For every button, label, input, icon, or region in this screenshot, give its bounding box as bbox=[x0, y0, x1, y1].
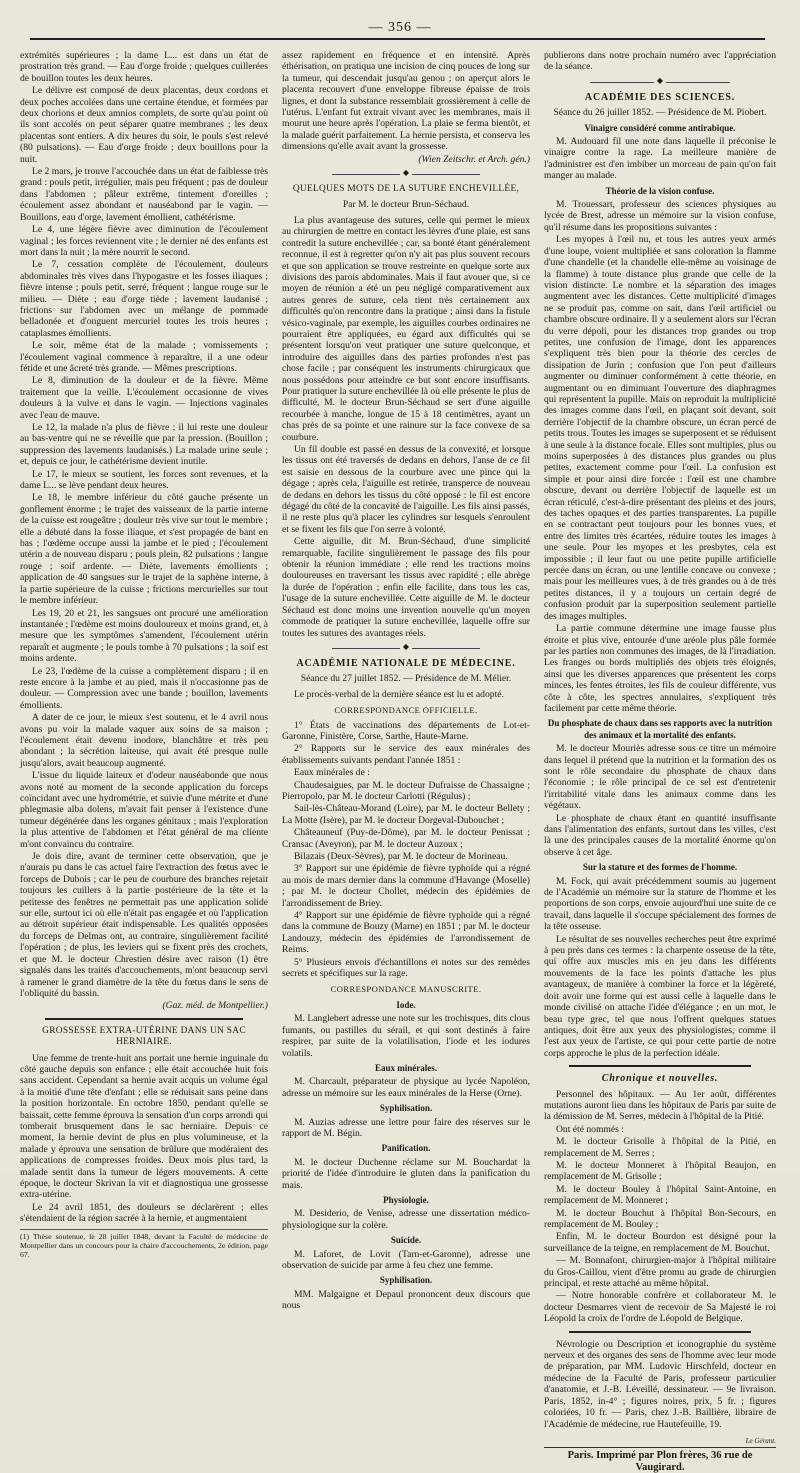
paragraph: 3° Rapport sur une épidémie de fièvre typhoïde qui a régné au mois de mars dernier dans la commune d'Havange (Moselle) ; par M. le docteur Chollet, médecin des épidémies de l'arrondissement de Briey. bbox=[282, 863, 530, 909]
paragraph: Les 19, 20 et 21, les sangsues ont procuré une amélioration instantanée ; l'œdème est moins douloureux et moins grand, et, à mesure que les symptômes s'amendent, l'écoulement utérin reparaît et augmente ; le pouls tombe à 70 pulsations ; la soif est moins ardente. bbox=[20, 607, 268, 665]
topic-heading: Physiologie. bbox=[383, 1194, 429, 1205]
section-heading: ACADÉMIE NATIONALE DE MÉDECINE. bbox=[296, 657, 516, 669]
paragraph: 1° États de vaccinations des départements de Lot-et-Garonne, Finistère, Corse, Sarthe, Haute-Marne. bbox=[282, 719, 530, 742]
paragraph: publierons dans notre prochain numéro avec l'appréciation de la séance. bbox=[544, 50, 776, 73]
page-number: — 356 — bbox=[368, 20, 432, 35]
paragraph: Cette aiguille, dit M. Brun-Séchaud, d'une simplicité remarquable, facilite singulièrement le passage des fils pour obtenir la réunion immédiate ; elle rend les tractions moins douloureuses en traversant les tissus avec rapidité ; elle abrège la durée de l'opération ; enfin elle facilite, dans tous les cas, l'usage de la suture enchevillée. Cette aiguille de M. le docteur Séchaud est donc moins une invention nouvelle qu'un moyen commode de pratiquer la suture enchevillée, laquelle offre sur toutes les sutures des avantages réels. bbox=[282, 536, 530, 639]
paragraph: Le 4, une légère fièvre avec diminution de l'écoulement vaginal ; les forces reviennent vite ; le dernier né des enfants est mort dans la nuit ; la mère nourrit le second. bbox=[20, 224, 268, 258]
paragraph: M. le docteur Duchenne réclame sur M. Bouchardat la priorité de l'idée d'introduire le gluten dans la panification du mais. bbox=[282, 1156, 530, 1191]
paragraph: L'issue du liquide laiteux et d'odeur nauséabonde que nous avons noté au moment de la seconde application du forceps coïncidant avec une hydrométrie, et suivie d'une métrite et d'une phlegmasie alba dolens, m'avait fait penser à l'existence d'une tumeur dégénérée dans les organes génitaux ; mais l'exploration la plus attentive de l'abdomen et l'état général de ma cliente m'ont convaincu du contraire. bbox=[20, 770, 268, 850]
paragraph: Le soir, même état de la malade ; vomissements ; l'écoulement vaginal commence à reparaître, il a une odeur fétide et une âcreté très grande. — Mêmes prescriptions. bbox=[20, 340, 268, 374]
paragraph: Ont été nommés : bbox=[556, 1123, 624, 1135]
section-heading: Chronique et nouvelles. bbox=[601, 1073, 719, 1085]
footnote bbox=[20, 1229, 268, 1259]
paragraph: Je dois dire, avant de terminer cette observation, que je n'aurais pu dans le cas actuel faire l'extraction des fœtus avec le forceps de Dubois ; car le peu de courbure des branches rejetait toujours les cuillers à la partie postérieure de la tête et la petitesse des fenêtres ne permettait pas une application solide sur elle, surtout ici où elle n'était pas engagée et où l'application au détroit supérieur était indispensable. Les qualités opposées du forceps de Delmas ont, au contraire, singulièrement facilité l'opération ; de plus, les leviers qui se fixent près des crochets, et que M. le docteur Chrestien désire avec raison (1) être signalés dans les traités d'accouchements, m'ont beaucoup servi à ramener le grand diamètre de la tête du fœtus dans le sens de l'obliquité du bassin. bbox=[20, 851, 268, 999]
paragraph: Le 7, cessation complète de l'écoulement, douleurs abdominales très vives dans l'hypogastre et les fosses iliaques ; fièvre intense ; pouls petit, serré, fréquent ; langue rouge sur le milieu. — Diète ; eau d'orge tiède ; lavement laudanisé ; frictions sur l'abdomen avec un mélange de pommade belladonée et d'onguent mercuriel toutes les trois heures ; cataplasmes émollients. bbox=[20, 259, 268, 339]
source-citation: (Wien Zeitschr. et Arch. gén.) bbox=[418, 153, 530, 165]
paragraph: Le procès-verbal de la dernière séance est lu et adopté. bbox=[294, 688, 504, 700]
paragraph: M. le docteur Bouchut à l'hôpital Bon-Secours, en remplacement de M. Bouley ; bbox=[544, 1207, 776, 1230]
paragraph: La partie commune détermine une image fausse plus étroite et plus vive, entourée d'une aréole plus pâle formée par les parties non communes des images, de là l'irradiation. Les franges ou bords multipliés des objets très éloignés, ainsi que les diverses apparences que présentent les corps minces, les fentes étroites, les fils de couleur différente, vus côte à côte, les spectres annulaires, s'expliquent très facilement par cette même théorie. bbox=[544, 623, 776, 714]
manager-label: Le Gérant. bbox=[745, 1436, 776, 1445]
paragraph: Les myopes à l'œil nu, et tous les autres yeux armés d'une loupe, voient multipliée et sans coloration la flamme d'une chandelle (et la chandelle elle-même au voisinage de la flamme) à toute distance plus grande que celle de la vision distincte. Le nombre et la séparation des images augmentent avec les distances. Cette multiplicité d'images ne se produit pas, comme on sait, dans l'œil artificiel ou chambre obscure ordinaire. Il y a seulement alors sur l'écran du verre dépoli, pour les distances trop grandes ou trop petites, une confusion de l'image, dont les apparences s'expliquent très bien pour la théorie des cercles de dissipation de Jurin ; confusion que l'on peut d'ailleurs augmenter ou diminuer conformément à cette théorie, en augmentant ou en diminuant l'ouverture des diaphragmes qui représentent la pupille. Mais on reproduit la multiplicité des images comme dans l'œil, en plaçant soit devant, soit derrière l'objectif de la chambre obscure, un écran percé de petits trous. Toutes les images se superposent et se réduisent à une seule à la distance focale. Elles sont multiples, plus ou moins superposées à des distances plus grandes ou plus petites, exactement comme pour l'œil. La confusion est simple et pour ainsi dire forcée : l'œil est une chambre obscure, devant ou derrière l'objectif de laquelle est un écran réticulé, c'est-à-dire présentant des pleins et des jours, des taches opaques et des parties transparentes. La pupille en se contractant peut toujours pour les bonnes vues, et entre des limites très écartées, réduire toutes les images à une seule. Pour les myopes et les presbytes, cela est impossible ; il leur faut ou une petite pupille artificielle percée dans un écran, ou une lentille concave ou convexe ; mais pour les meilleures vues, à de très grandes ou à de très petites distances, il y a toujours un certain degré de confusion produit par la superposition seulement partielle des images multiples. bbox=[544, 234, 776, 622]
paragraph: Le phosphate de chaux étant en quantité insuffisante dans l'alimentation des enfants, surtout dans les villes, c'est là une des principales causes de la mortalité énorme qu'on observe à cet âge. bbox=[544, 812, 776, 858]
paragraph: Une femme de trente-huit ans portait une hernie inguinale du côté gauche depuis son enfance ; elle était accouchée huit fois sans accident. Cependant sa hernie avait acquis un volume égal à la moitié d'une tête d'enfant ; elle se réduisait sans peine dans la position horizontale. En octobre 1850, pendant qu'elle se baissait, cette femme éprouva la sensation d'un corps arrondi qui tomberait brusquement dans le sac herniaire. Depuis ce moment, la hernie devint de plus en plus volumineuse, et la malade y éprouva une sensation de brûlure que modéraient des applications de compresses froides. Deux mois plus tard, la malade sentit dans la tumeur de légers mouvements. A cette époque, le docteur Skrivan la vit et diagnostiqua une grossesse extra-utérine. bbox=[20, 1052, 268, 1201]
session-line: Séance du 27 juillet 1852. — Présidence de M. Mélier. bbox=[300, 673, 512, 685]
paragraph: M. Auzias adresse une lettre pour faire des réserves sur le rapport de M. Bégin. bbox=[282, 1116, 530, 1139]
paragraph: MM. Malgaigne et Depaul prononcent deux discours que nous bbox=[282, 1288, 530, 1312]
paragraph: M. le docteur Monneret à l'hôpital Beaujon, en remplacement de M. Grisolle ; bbox=[544, 1159, 776, 1183]
topic-heading: Vinaigre considéré comme antirabique. bbox=[584, 122, 736, 133]
paragraph: 2° Rapports sur le service des eaux minérales des établissements suivants pendant l'année 1851 : bbox=[282, 743, 530, 766]
paragraph: Le 18, le membre inférieur du côté gauche présente un gonflement énorme ; le trajet des vaisseaux de la partie interne de la cuisse est rougeâtre ; douleur très vive sur tout le membre ; elle a débuté dans la fosse iliaque, et s'est propagée de bant en bas ; l'œdème occupe aussi la jambe et le pied ; l'écoulement utérin a de nouveau disparu ; pouls plein, 82 pulsations ; langue rouge ; soif ardente. — Diète, lavements émollients ; application de 40 sangsues sur le trajet de la saphène interne, à la partie supérieure de la cuisse ; frictions mercurielles sur tout le membre inférieur. bbox=[20, 492, 268, 607]
subsection-heading: CORRESPONDANCE OFFICIELLE. bbox=[334, 705, 478, 716]
paragraph: Un fil double est passé en dessus de la convexité, et lorsque les tissus ont été traversés de dedans en dehors, l'anse de ce fil est saisie en dessous de la courbure avec une pince qui la dégage ; après cela, l'aiguille est retirée, transperce de nouveau de dedans en dehors les tissus du côté opposé : le fil est encore dégagé du côté de la concavité de l'aiguille. Les fils ainsi passés, il ne reste plus qu'à placer les cylindres sur lesquels s'enroulent et se fixent les fils que l'on serre à volonté. bbox=[282, 444, 530, 535]
paragraph: Eaux minérales de : bbox=[294, 767, 370, 779]
source-citation: (Gaz. méd. de Montpellier.) bbox=[162, 1000, 268, 1012]
paragraph: Le 8, diminution de la douleur et de la fièvre. Même traitement que la veille. L'écoulement occasionne de vives douleurs à la vulve et dans le vagin. — Injections vaginales avec l'eau de mauve. bbox=[20, 375, 268, 421]
paragraph: M. Langlebert adresse une note sur les trochisques, dits clous fumants, ou pastilles du sérail, et qui sont destinés à faire respirer, par suite de la volatilisation, l'iode et les iodures volatils. bbox=[282, 1013, 530, 1059]
paragraph: Bilazais (Deux-Sèvres), par M. le docteur de Morineau. bbox=[294, 851, 508, 862]
section-divider bbox=[45, 1018, 243, 1020]
article-heading: QUELQUES MOTS DE LA SUTURE ENCHEVILLÉE, bbox=[292, 184, 520, 195]
paragraph: M. Desiderio, de Venise, adresse une dissertation médico-physiologique sur la colère. bbox=[282, 1208, 530, 1231]
paragraph: 5° Plusieurs envois d'échantillons et notes sur des remèdes secrets et spécifiques sur la rage. bbox=[282, 956, 530, 980]
paragraph: Châteauneuf (Puy-de-Dôme), par M. le docteur Penissat ; Cransac (Aveyron), par M. le docteur Auzoux ; bbox=[282, 827, 530, 850]
paragraph: M. le docteur Grisolle à l'hôpital de la Pitié, en remplacement de M. Serres ; bbox=[544, 1136, 776, 1159]
topic-heading: Iode. bbox=[396, 999, 416, 1010]
subsection-heading: CORRESPONDANCE MANUSCRITE. bbox=[330, 984, 482, 995]
paragraph: Sail-lès-Château-Morand (Loire), par M. le docteur Bellety ; La Motte (Isère), par M. le docteur Dorgeval-Dubouchet ; bbox=[282, 803, 530, 826]
ornament-divider bbox=[544, 78, 776, 86]
paragraph: extrémités supérieures ; la dame L... est dans un état de prostration très grand. — Eau d'orge froide ; quelques cuillerées de bouillon toutes les deux heures. bbox=[20, 50, 268, 84]
column-right bbox=[544, 50, 776, 1473]
paragraph: Le 17, le mieux se soutient, les forces sont revenues, et la dame L... se lève pendant deux heures. bbox=[20, 468, 268, 492]
topic-heading: Sur la stature et des formes de l'homme. bbox=[582, 862, 738, 873]
session-line: Séance du 26 juillet 1852. — Présidence de M. Piobert. bbox=[553, 107, 767, 119]
section-divider bbox=[569, 1331, 751, 1333]
ornament-divider bbox=[282, 644, 530, 652]
footnote-text: (1) Thèse soutenue, le 28 juillet 1848, devant la Faculté de médecine de Montpellier dans un concours pour la chaire d'accouchements, 2e édition, page 67. bbox=[20, 1231, 268, 1259]
paragraph: Névrologie ou Description et iconographie du système nerveux et des organes des sens de l'homme avec leur mode de préparation, par MM. Ludovic Hirschfeld, docteur en médecine de la Faculté de Paris, professeur particulier d'anatomie, et J.-B. Léveillé, dessinateur. — 9e livraison. Paris, 1852, in-4° ; figures noires, prix, 5 fr. ; figures coloriées, 10 fr. — Paris, chez J.-B. Baillière, libraire de l'Académie de médecine, rue Hautefeuille, 19. bbox=[544, 1338, 776, 1430]
topic-heading: Eaux minérales. bbox=[375, 1062, 437, 1073]
paragraph: — Notre honorable confrère et collaborateur M. le docteur Desmarres vient de recevoir de Sa Majesté le roi Léopold la croix de l'ordre de Léopold de Belgique. bbox=[544, 1290, 776, 1325]
paragraph: M. Trouessart, professeur des sciences physiques au lycée de Brest, adresse un mémoire sur la vision confuse, qu'il résume dans les propositions suivantes : bbox=[544, 199, 776, 233]
section-divider bbox=[569, 1065, 751, 1067]
paragraph: La plus avantageuse des sutures, celle qui permet le mieux au chirurgien de mettre en contact les lèvres d'une plaie, est sans contredit la suture enchevillée ; car, sa bonté étant généralement reconnue, il est à regretter qu'on n'y ait pas plus souvent recours et que son application se trouve restreinte en quelque sorte aux divisions des parois abdominales. Mais il faut avouer que, si ce moyen de réunion a été un peu négligé comparativement aux autres genres de suture, cela tient très certainement aux difficultés qu'on rencontre dans la pratique ; ainsi dans la fistule vésico-vaginale, par exemple, les aiguilles courbes ordinaires ne pourraient être appliquées, eu égard aux difficultés qui se présentent lorsqu'on veut pratiquer une suture quelconque, et introduire des aiguilles dans des parties profondes n'est pas chose facile ; par conséquent les instruments chirurgicaux que nous possédons pour atteindre ce but sont encore insuffisants. Pour pratiquer la suture enchevillée là où elle présente le plus de difficulté, M. le docteur Brun-Séchaud se sert d'une aiguille recourbée à manche, longue de 15 à 18 centimètres, ayant un chas près de sa pointe et une rainure sur la face convexe de sa courbure. bbox=[282, 214, 530, 443]
paragraph: M. le docteur Mouriès adresse sous ce titre un mémoire dans lequel il prétend que la nutrition et la formation des os sont le rôle secondaire du phosphate de chaux dans l'économie ; le rôle principal de ce sel est d'entretenir l'irritabilité vitale dans les animaux comme dans les végétaux. bbox=[544, 743, 776, 812]
paragraph: Le 12, la malade n'a plus de fièvre ; il lui reste une douleur au bas-ventre qui ne se réveille que par la pression. (Bouillon ; suppression des lavements laudanisés.) La malade urine seule ; et, depuis ce jour, le cathétérisme devient inutile. bbox=[20, 422, 268, 468]
column-middle bbox=[282, 50, 530, 1312]
paragraph: Chaudesaigues, par M. le docteur Dufraisse de Chassaigne ; Pierropolo, par M. le docteur Carlotti (Régulus) ; bbox=[282, 779, 530, 802]
paragraph: M. le docteur Bouley à l'hôpital Saint-Antoine, en remplacement de M. Monneret ; bbox=[544, 1183, 776, 1207]
paragraph: Le 2 mars, je trouve l'accouchée dans un état de faiblesse très grand : pouls petit, irrégulier, mais peu fréquent ; pas de douleur dans l'abdomen ; pâleur extrême, tintement d'oreilles ; écoulement assez abondant et nauséabond par le vagin. — Bouillons, eau d'orge, lavement émollient, cathétérisme. bbox=[20, 166, 268, 223]
topic-heading: Syphilisation. bbox=[379, 1275, 433, 1286]
paragraph: A dater de ce jour, le mieux s'est soutenu, et le 4 avril nous avons pu voir la malade vaquer aux soins de sa maison ; l'écoulement était devenu inodore, blanchâtre et très peu abondant ; la sécrétion laiteuse, qui avait été presque nulle jusqu'alors, avait beaucoup augmenté. bbox=[20, 712, 268, 769]
topic-heading: Panification. bbox=[381, 1143, 431, 1154]
paragraph: M. Fock, qui avait précédemment soumis au jugement de l'Académie un mémoire sur la stature de l'homme et les proportions de son corps, envoie aujourd'hui une suite de ce travail, dans laquelle il s'occupe spécialement des formes de la tête osseuse. bbox=[544, 875, 776, 933]
paragraph: Le 24 avril 1851, des douleurs se déclarèrent ; elles s'étendaient de la région sacrée à la hernie, et augmentaient bbox=[20, 1201, 268, 1225]
paragraph: Le 23, l'œdème de la cuisse a complètement disparu ; il en reste encore à la jambe et au pied, mais il n'occasionne pas de douleur. — Compression avec une bande ; bouillon, lavements émollients. bbox=[20, 665, 268, 711]
paragraph: M. Laforet, de Lovit (Tarn-et-Garonne), adresse une observation de suicide par arme à feu chez une femme. bbox=[282, 1248, 530, 1271]
topic-heading: Du phosphate de chaux dans ses rapports avec la nutrition des animaux et la mortalité des enfants. bbox=[547, 718, 773, 740]
paragraph: M. Charcault, préparateur de physique au lycée Napoléon, adresse un mémoire sur les eaux minérales de la Herse (Orne). bbox=[282, 1076, 530, 1099]
paragraph: — M. Bonnafont, chirurgien-major à l'hôpital militaire du Gros-Caillou, vient d'être promu au grade de chirurgien principal, et reste attaché au même hôpital. bbox=[544, 1255, 776, 1290]
topic-heading: Théorie de la vision confuse. bbox=[605, 185, 715, 196]
ornament-divider bbox=[282, 170, 530, 178]
article-author: Par M. le docteur Brun-Séchaud. bbox=[342, 199, 470, 211]
paragraph: Le résultat de ses nouvelles recherches peut être exprimé à peu près dans ces termes : la charpente osseuse de la tête, qui offre aux muscles mis en jeu dans les différents mouvements de la face les points d'attache les plus avantageux, de manière à combiner la force et la légèreté, doit avoir une forme qui est aussi celle à laquelle dans le monde civilisé on attache l'idée d'élégance ; en un mot, le beau type grec, tel que nous l'offrent quelques statues antiques, doit être aux yeux des physiologistes, comme il l'est aux yeux de l'artiste, ce qui pour cette partie de notre corps approche le plus de la perfection idéale. bbox=[544, 933, 776, 1059]
paragraph: Le délivre est composé de deux placentas, deux cordons et deux poches accolées dans une certaine étendue, et formées par deux chorions et deux amnios complets, de sorte qu'au point où ils sont accolés on peut séparer quatre membranes ; les deux placentas sont entiers. A dix heures du soir, le pouls s'est relevé (80 pulsations). — Eau d'orge froide ; deux bouillons pour la nuit. bbox=[20, 85, 268, 165]
article-heading: GROSSESSE EXTRA-UTÉRINE DANS UN SAC HERNIAIRE. bbox=[42, 1025, 246, 1048]
paragraph: 4° Rapport sur une épidémie de fièvre typhoïde qui a régné dans la commune de Bouzy (Marne) en 1851 ; par M. le docteur Landouzy, médecin des épidémies de l'arrondissement de Reims. bbox=[282, 910, 530, 956]
paragraph: Enfin, M. le docteur Bourdon est désigné pour la surveillance de la teigne, en remplacement de M. Bouchut. bbox=[544, 1231, 776, 1254]
column-left bbox=[20, 50, 268, 1259]
top-rule bbox=[30, 38, 765, 40]
paragraph: assez rapidement en fréquence et en intensité. Après éthérisation, on pratiqua une incision de cinq pouces de long sur la tumeur, qui descendait jusqu'au genou ; on aperçut alors le placenta recouvert d'une enveloppe fibreuse épaisse de trois lignes, et dont la substance ressemblait grossièrement à celle de l'utérus. L'enfant fut extrait vivant avec les membranes, mais il mourut une heure après l'opération. La plaie se ferma bientôt, et la malade guérit parfaitement. La hernie persista, et conserva les dimensions qu'elle avait avant la grossesse. bbox=[282, 50, 530, 153]
section-heading: ACADÉMIE DES SCIENCES. bbox=[584, 91, 736, 103]
topic-heading: Suicide. bbox=[390, 1235, 422, 1246]
paragraph: M. Audouard fil une note dans laquelle il préconise le vinaigre contre la rage. La meilleure manière de l'administrer est d'en imbiber un morceau de pain qu'on fait manger au malade. bbox=[544, 136, 776, 182]
topic-heading: Syphilisation. bbox=[379, 1103, 433, 1114]
paragraph: Personnel des hôpitaux. — Au 1er août, différentes mutations auront lieu dans les hôpitaux de Paris par suite de la démission de M. Serres, médecin à l'hôpital de la Pitié. bbox=[544, 1088, 776, 1123]
printer-imprint: Paris. Imprimé par Plon frères, 36 rue de Vaugirard. bbox=[544, 1447, 776, 1473]
